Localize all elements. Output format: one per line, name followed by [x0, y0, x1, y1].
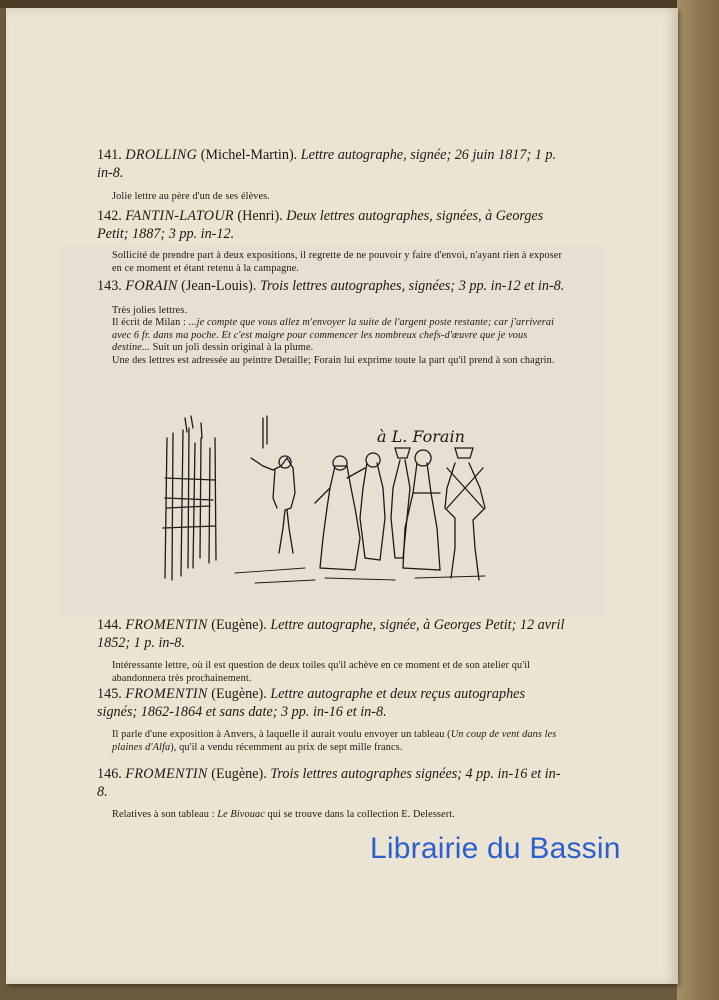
lot-description: Lettre autographe, signée; 26 juin 1817; 1 p. in-8. [97, 147, 556, 181]
lot-note [112, 729, 567, 754]
painting-title: Le Bivouac [217, 809, 265, 820]
lot-note [112, 809, 567, 822]
note-line: Il écrit de Milan : [112, 317, 189, 329]
lot-note: Intéressante lettre, où il est question de deux toiles qu'il achève en ce moment et de son atelier qu'il abandonnera très prochainement. [112, 660, 531, 684]
drawing-signature: à L. Forain [377, 427, 465, 446]
lot-143-title [97, 278, 567, 296]
lot-note [112, 305, 567, 368]
lot-141 [97, 147, 567, 204]
lot-144-title [97, 617, 567, 652]
cover-edge [677, 0, 719, 1000]
bookseller-watermark: Librairie du Bassin [370, 832, 621, 865]
lot-description: Deux lettres autographes, signées, à Georges Petit; 1887; 3 pp. in-12. [97, 208, 544, 242]
lot-number: 144. [97, 617, 122, 633]
lot-description: Lettre autographe et deux reçus autographes signés; 1862-1864 et sans date; 3 pp. in-16 et in-8. [97, 686, 526, 720]
lot-number: 145. [97, 686, 122, 702]
lot-number: 146. [97, 766, 122, 782]
artist-firstname: (Henri). [237, 208, 283, 224]
lot-142 [97, 208, 567, 275]
lot-146 [97, 766, 567, 822]
artist-firstname: (Jean-Louis). [181, 278, 257, 294]
artist-firstname: (Eugène). [211, 686, 267, 702]
lot-description: Lettre autographe, signée, à Georges Petit; 12 avril 1852; 1 p. in-8. [97, 617, 565, 651]
top-edge [0, 0, 719, 8]
painting-title: Un coup de vent dans les plaines d'Alfa [112, 729, 557, 753]
note-text: Il parle d'une exposition à Anvers, à laquelle il aurait voulu envoyer un tableau ( [112, 729, 451, 740]
lot-145 [97, 686, 567, 754]
note-quote: ...je compte que vous allez m'envoyer la suite de l'argent poste restante; car j'arriverai avec 6 fr. dans ma poche. Et c'est maigre pour commencer les nombreux chefs-d'œuvre que je vous destine... [112, 317, 555, 354]
artist-name: FORAIN [125, 278, 178, 294]
lot-145-title [97, 686, 567, 721]
note-line: Très jolies lettres. [112, 304, 188, 316]
lot-number: 141. [97, 147, 122, 163]
lot-number: 142. [97, 208, 122, 224]
artist-firstname: (Eugène). [211, 617, 267, 633]
lot-description: Trois lettres autographes, signées; 3 pp. in-12 et in-8. [259, 278, 565, 294]
note-text: qui se trouve dans la collection E. Delessert. [264, 809, 455, 820]
lot-note: Jolie lettre au père d'un de ses élèves. [112, 191, 270, 202]
artist-name: FROMENTIN [125, 766, 208, 782]
note-line: Suit un joli dessin original à la plume. [149, 342, 314, 354]
lot-142-title [97, 208, 567, 243]
forain-pen-drawing [155, 408, 500, 603]
lot-144 [97, 617, 567, 685]
artist-name: FROMENTIN [125, 686, 208, 702]
lot-141-title [97, 147, 567, 182]
note-text: Relatives à son tableau : [112, 809, 218, 820]
note-line: Une des lettres est adressée au peintre Detaille; Forain lui exprime toute la part qu'il prend à son chagrin. [112, 354, 555, 366]
artist-name: DROLLING [125, 147, 198, 163]
lot-146-title [97, 766, 567, 801]
artist-name: FROMENTIN [125, 617, 208, 633]
lot-note: Sollicité de prendre part à deux expositions, il regrette de ne pouvoir y faire d'envoi, n'ayant rien à exposer en ce moment et étant retenu à la campagne. [112, 250, 562, 274]
artist-firstname: (Eugène). [211, 766, 267, 782]
lot-number: 143. [97, 278, 122, 294]
lot-143 [97, 278, 567, 367]
artist-firstname: (Michel-Martin). [200, 147, 298, 163]
artist-name: FANTIN-LATOUR [125, 208, 234, 224]
lot-description: Trois lettres autographes signées; 4 pp. in-16 et in-8. [97, 766, 561, 800]
note-text: ), qu'il a vendu récemment au prix de sept mille francs. [170, 741, 403, 753]
